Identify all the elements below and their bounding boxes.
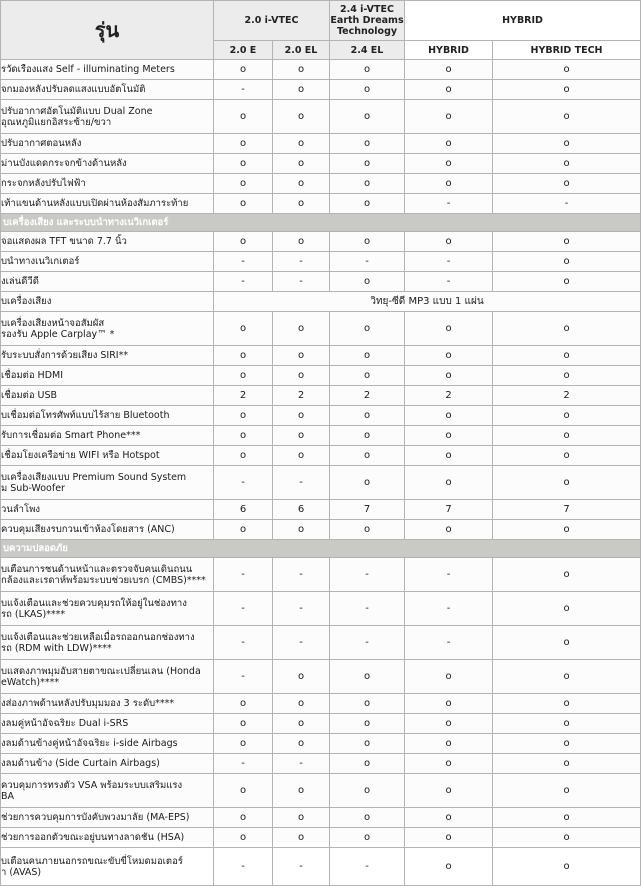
spec-value: o xyxy=(405,134,493,154)
spec-value: o xyxy=(214,232,273,252)
spec-value: o xyxy=(214,520,273,540)
table-row xyxy=(1,174,641,194)
spec-value: o xyxy=(330,60,405,80)
spec-value: o xyxy=(330,80,405,100)
spec-value: o xyxy=(214,346,273,366)
feature-label: งเล่นดีวีดี xyxy=(1,272,214,292)
spec-value: o xyxy=(493,828,641,848)
spec-value: o xyxy=(493,232,641,252)
spec-value: o xyxy=(273,694,330,714)
table-row xyxy=(1,734,641,754)
spec-value: o xyxy=(273,734,330,754)
spec-value: o xyxy=(493,406,641,426)
spec-value: o xyxy=(493,100,641,134)
spec-value: o xyxy=(405,406,493,426)
table-row xyxy=(1,346,641,366)
spec-value: 7 xyxy=(493,500,641,520)
spec-value: o xyxy=(493,714,641,734)
section-row xyxy=(1,214,641,232)
spec-value: - xyxy=(273,626,330,660)
spec-value: o xyxy=(405,520,493,540)
spec-value: o xyxy=(405,312,493,346)
table-row xyxy=(1,520,641,540)
spec-value: o xyxy=(273,154,330,174)
spec-value: o xyxy=(330,426,405,446)
feature-label: ควบคุมเสียงรบกวนเข้าห้องโดยสาร (ANC) xyxy=(1,520,214,540)
spec-value: o xyxy=(330,446,405,466)
spec-value: o xyxy=(273,808,330,828)
spec-value: - xyxy=(214,754,273,774)
spec-value: o xyxy=(330,134,405,154)
spec-value: - xyxy=(405,272,493,292)
feature-label: ปรับอากาศอัตโนมัติแบบ Dual Zone อุณหภูมิแยกอิสระซ้าย/ขวา xyxy=(1,100,214,134)
spec-value: o xyxy=(493,80,641,100)
spec-value: - xyxy=(273,272,330,292)
spec-value: o xyxy=(493,426,641,446)
spec-value: o xyxy=(330,734,405,754)
feature-label: เชื่อมต่อ USB xyxy=(1,386,214,406)
table-row xyxy=(1,828,641,848)
model-24el: 2.4 EL xyxy=(330,41,405,60)
table-row xyxy=(1,714,641,734)
spec-value: o xyxy=(405,366,493,386)
spec-value: - xyxy=(405,252,493,272)
spec-value: o xyxy=(493,252,641,272)
spec-value: o xyxy=(405,80,493,100)
spec-value: o xyxy=(405,848,493,886)
group-hybrid: HYBRID xyxy=(405,1,641,41)
spec-value: o xyxy=(214,174,273,194)
spec-value: 6 xyxy=(214,500,273,520)
spec-value: o xyxy=(493,60,641,80)
spec-value: o xyxy=(214,134,273,154)
spec-value: o xyxy=(493,774,641,808)
spec-value: o xyxy=(273,774,330,808)
spec-value: - xyxy=(330,592,405,626)
spec-value: o xyxy=(214,60,273,80)
spec-value: - xyxy=(273,754,330,774)
spec-value: - xyxy=(405,194,493,214)
model-hybrid-tech: HYBRID TECH xyxy=(493,41,641,60)
table-row xyxy=(1,366,641,386)
feature-label: บเครื่องเสียงแบบ Premium Sound System ม Sub-Woofer xyxy=(1,466,214,500)
spec-value: - xyxy=(273,558,330,592)
spec-value: o xyxy=(330,194,405,214)
section-row xyxy=(1,540,641,558)
spec-value: o xyxy=(330,808,405,828)
table-row xyxy=(1,754,641,774)
spec-value: o xyxy=(330,154,405,174)
spec-value: - xyxy=(330,558,405,592)
spec-value: - xyxy=(214,660,273,694)
spec-value: - xyxy=(405,592,493,626)
spec-value: o xyxy=(214,734,273,754)
spec-value: - xyxy=(330,626,405,660)
spec-value: o xyxy=(493,272,641,292)
feature-label: บเตือนการชนด้านหน้าและตรวจจับคนเดินถนน กล้องและเรดาห์พร้อมระบบช่วยเบรก (CMBS)**** xyxy=(1,558,214,592)
spec-value: - xyxy=(273,466,330,500)
spec-value: - xyxy=(214,626,273,660)
feature-label: บแจ้งเตือนและช่วยเหลือเมื่อรถออกนอกช่องทาง รถ (RDM with LDW)**** xyxy=(1,626,214,660)
spec-value: - xyxy=(214,272,273,292)
spec-body xyxy=(1,60,641,886)
feature-label: งส่องภาพด้านหลังปรับมุมมอง 3 ระดับ**** xyxy=(1,694,214,714)
feature-label: งลมด้านข้าง (Side Curtain Airbags) xyxy=(1,754,214,774)
spec-value: o xyxy=(405,714,493,734)
spec-value: - xyxy=(330,848,405,886)
merged-value: วิทยุ-ซีดี MP3 แบบ 1 แผ่น xyxy=(214,292,641,312)
spec-value: o xyxy=(214,366,273,386)
spec-value: 6 xyxy=(273,500,330,520)
spec-value: - xyxy=(214,252,273,272)
spec-value: o xyxy=(405,466,493,500)
feature-label: วนลำโพง xyxy=(1,500,214,520)
spec-value: o xyxy=(493,808,641,828)
table-row xyxy=(1,774,641,808)
feature-label: เชื่อมต่อ HDMI xyxy=(1,366,214,386)
group-24-line: 2.4 i-VTEC xyxy=(340,4,394,15)
spec-value: o xyxy=(214,194,273,214)
spec-value: o xyxy=(330,828,405,848)
spec-value: o xyxy=(405,60,493,80)
feature-label: เท้าแขนด้านหลังแบบเปิดผ่านห้องสัมภาระท้าย xyxy=(1,194,214,214)
spec-value: o xyxy=(273,194,330,214)
spec-value: o xyxy=(405,174,493,194)
spec-value: 2 xyxy=(493,386,641,406)
spec-value: o xyxy=(273,312,330,346)
table-row xyxy=(1,272,641,292)
spec-value: o xyxy=(330,774,405,808)
section-title: บเครื่องเสียง และระบบนำทางเนวิเกเตอร์ xyxy=(1,214,641,232)
spec-value: o xyxy=(493,520,641,540)
table-row xyxy=(1,808,641,828)
spec-value: o xyxy=(214,714,273,734)
spec-value: o xyxy=(405,100,493,134)
spec-value: 7 xyxy=(330,500,405,520)
spec-value: o xyxy=(214,312,273,346)
spec-value: - xyxy=(273,848,330,886)
model-20e: 2.0 E xyxy=(214,41,273,60)
spec-value: - xyxy=(273,252,330,272)
spec-value: o xyxy=(493,466,641,500)
spec-value: - xyxy=(273,592,330,626)
spec-value: 2 xyxy=(214,386,273,406)
table-row xyxy=(1,848,641,886)
table-row xyxy=(1,134,641,154)
spec-value: o xyxy=(214,808,273,828)
feature-label: จอแสดงผล TFT ขนาด 7.7 นิ้ว xyxy=(1,232,214,252)
spec-value: - xyxy=(214,848,273,886)
table-row xyxy=(1,426,641,446)
spec-value: o xyxy=(330,174,405,194)
feature-label: งลมคู่หน้าอัจฉริยะ Dual i-SRS xyxy=(1,714,214,734)
spec-value: o xyxy=(493,848,641,886)
spec-value: o xyxy=(273,520,330,540)
group-24-line: Earth Dreams xyxy=(330,15,404,26)
table-row xyxy=(1,312,641,346)
table-row xyxy=(1,252,641,272)
spec-value: o xyxy=(273,660,330,694)
spec-value: 2 xyxy=(273,386,330,406)
spec-value: o xyxy=(273,134,330,154)
spec-value: o xyxy=(330,232,405,252)
spec-value: o xyxy=(273,100,330,134)
spec-value: o xyxy=(273,232,330,252)
spec-value: o xyxy=(214,694,273,714)
spec-value: o xyxy=(330,100,405,134)
table-row xyxy=(1,466,641,500)
spec-value: o xyxy=(493,660,641,694)
model-20el: 2.0 EL xyxy=(273,41,330,60)
spec-value: o xyxy=(330,714,405,734)
table-row xyxy=(1,60,641,80)
feature-label: รับการเชื่อมต่อ Smart Phone*** xyxy=(1,426,214,446)
feature-label: รับระบบสั่งการด้วยเสียง SIRI** xyxy=(1,346,214,366)
table-row xyxy=(1,386,641,406)
feature-label: บเครื่องเสียงหน้าจอสัมผัส รองรับ Apple Carplay™ * xyxy=(1,312,214,346)
table-row xyxy=(1,446,641,466)
section-title: บความปลอดภัย xyxy=(1,540,641,558)
spec-value: - xyxy=(214,80,273,100)
table-row xyxy=(1,592,641,626)
feature-label: ม่านบังแดดกระจกข้างด้านหลัง xyxy=(1,154,214,174)
feature-label: เชื่อมโยงเครือข่าย WIFI หรือ Hotspot xyxy=(1,446,214,466)
spec-value: - xyxy=(214,558,273,592)
spec-value: o xyxy=(273,174,330,194)
table-row xyxy=(1,626,641,660)
feature-label: รวัดเรืองแสง Self - illuminating Meters xyxy=(1,60,214,80)
model-header: รุ่น xyxy=(1,1,214,60)
table-row xyxy=(1,100,641,134)
spec-value: o xyxy=(273,366,330,386)
table-row xyxy=(1,154,641,174)
spec-value: o xyxy=(273,60,330,80)
spec-value: o xyxy=(493,694,641,714)
table-row xyxy=(1,694,641,714)
spec-value: o xyxy=(214,154,273,174)
spec-value: o xyxy=(405,774,493,808)
spec-value: o xyxy=(405,660,493,694)
spec-value: o xyxy=(214,446,273,466)
feature-label: กระจกหลังปรับไฟฟ้า xyxy=(1,174,214,194)
spec-value: o xyxy=(273,446,330,466)
model-hybrid: HYBRID xyxy=(405,41,493,60)
spec-value: o xyxy=(405,754,493,774)
table-row xyxy=(1,660,641,694)
table-row xyxy=(1,406,641,426)
spec-value: o xyxy=(273,714,330,734)
feature-label: บแสดงภาพมุมอับสายตาขณะเปลี่ยนเลน (Honda eWatch)**** xyxy=(1,660,214,694)
feature-label: บนำทางเนวิเกเตอร์ xyxy=(1,252,214,272)
feature-label: บเตือนคนภายนอกรถขณะขับขี่โหมดมอเตอร์ า (AVAS) xyxy=(1,848,214,886)
feature-label: บเครื่องเสียง xyxy=(1,292,214,312)
spec-value: - xyxy=(214,592,273,626)
feature-label: บเชื่อมต่อโทรศัพท์แบบไร้สาย Bluetooth xyxy=(1,406,214,426)
spec-value: o xyxy=(493,154,641,174)
spec-value: o xyxy=(330,406,405,426)
spec-value: o xyxy=(214,774,273,808)
spec-value: o xyxy=(330,520,405,540)
table-row xyxy=(1,292,641,312)
header-row-groups xyxy=(1,1,641,41)
spec-value: - xyxy=(405,626,493,660)
spec-value: o xyxy=(405,734,493,754)
spec-value: o xyxy=(493,558,641,592)
spec-value: o xyxy=(330,660,405,694)
feature-label: ช่วยการควบคุมการบังคับพวงมาลัย (MA-EPS) xyxy=(1,808,214,828)
spec-value: o xyxy=(405,426,493,446)
table-row xyxy=(1,80,641,100)
spec-value: o xyxy=(330,694,405,714)
spec-value: - xyxy=(405,558,493,592)
spec-value: - xyxy=(493,194,641,214)
spec-value: o xyxy=(405,446,493,466)
group-24-line: Technology xyxy=(336,26,398,37)
spec-value: o xyxy=(273,426,330,446)
spec-value: o xyxy=(493,754,641,774)
spec-value: 7 xyxy=(405,500,493,520)
spec-value: - xyxy=(330,252,405,272)
spec-value: 2 xyxy=(405,386,493,406)
table-row xyxy=(1,194,641,214)
spec-value: o xyxy=(330,754,405,774)
spec-value: o xyxy=(405,232,493,252)
table-row xyxy=(1,558,641,592)
feature-label: งลมด้านข้างคู่หน้าอัจฉริยะ i-side Airbags xyxy=(1,734,214,754)
spec-value: o xyxy=(493,734,641,754)
table-row xyxy=(1,500,641,520)
spec-value: o xyxy=(493,174,641,194)
spec-value: o xyxy=(493,346,641,366)
spec-value: o xyxy=(214,100,273,134)
spec-value: o xyxy=(273,406,330,426)
spec-value: o xyxy=(330,366,405,386)
group-20-ivtec: 2.0 i-VTEC xyxy=(214,1,330,41)
spec-value: o xyxy=(405,694,493,714)
feature-label: ช่วยการออกตัวขณะอยู่บนทางลาดชัน (HSA) xyxy=(1,828,214,848)
spec-value: o xyxy=(273,346,330,366)
spec-value: o xyxy=(273,828,330,848)
spec-value: o xyxy=(405,808,493,828)
feature-label: ปรับอากาศตอนหลัง xyxy=(1,134,214,154)
spec-value: o xyxy=(405,346,493,366)
spec-value: o xyxy=(405,154,493,174)
feature-label: บแจ้งเตือนและช่วยควบคุมรถให้อยู่ในช่องทาง รถ (LKAS)**** xyxy=(1,592,214,626)
spec-value: o xyxy=(330,272,405,292)
spec-value: o xyxy=(493,134,641,154)
spec-value: o xyxy=(493,312,641,346)
spec-value: o xyxy=(214,406,273,426)
feature-label: จกมองหลังปรับลดแสงแบบอัตโนมัติ xyxy=(1,80,214,100)
table-row xyxy=(1,232,641,252)
spec-value: o xyxy=(273,80,330,100)
spec-value: o xyxy=(214,426,273,446)
spec-value: o xyxy=(330,312,405,346)
feature-label: ควบคุมการทรงตัว VSA พร้อมระบบเสริมแรง BA xyxy=(1,774,214,808)
spec-value: o xyxy=(405,828,493,848)
group-24-ivtec xyxy=(330,1,405,41)
spec-value: o xyxy=(493,446,641,466)
spec-value: o xyxy=(330,466,405,500)
spec-value: - xyxy=(214,466,273,500)
spec-value: o xyxy=(493,626,641,660)
spec-value: o xyxy=(330,346,405,366)
spec-value: o xyxy=(493,366,641,386)
spec-value: 2 xyxy=(330,386,405,406)
spec-value: o xyxy=(493,592,641,626)
spec-value: o xyxy=(214,828,273,848)
